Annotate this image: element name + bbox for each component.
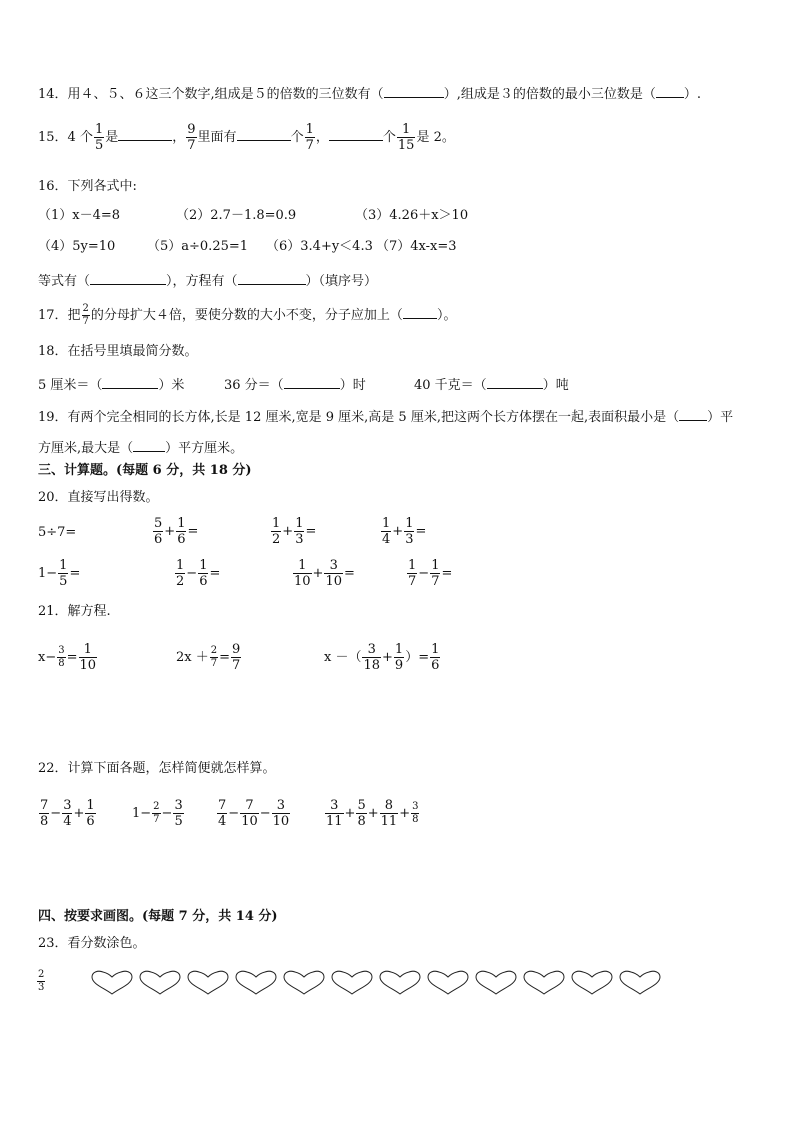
q16-item: （6）3.4+y＜4.3 bbox=[266, 239, 373, 254]
q21-title: 21．解方程. bbox=[38, 604, 111, 619]
heart-row bbox=[90, 970, 662, 996]
calc-item: $\frac{7}{4}$ − $\frac{7}{10}$ − $\frac{3}{10}$ bbox=[218, 798, 290, 829]
q22-title: 22．计算下面各题，怎样简便就怎样算。 bbox=[38, 761, 276, 776]
heart-icon[interactable] bbox=[522, 970, 566, 996]
heart-icon[interactable] bbox=[282, 970, 326, 996]
calc-item: 1− $\frac{2}{7}$ − $\frac{3}{5}$ bbox=[132, 798, 183, 829]
answer-blank[interactable] bbox=[90, 270, 166, 285]
heart-icon[interactable] bbox=[234, 970, 278, 996]
q23-title: 23．看分数涂色。 bbox=[38, 936, 146, 951]
heart-icon[interactable] bbox=[474, 970, 518, 996]
calc-item: $\frac{1}{2}$ + $\frac{1}{3}$ = bbox=[272, 516, 317, 547]
equation: x －（ $\frac{3}{18}$ + $\frac{1}{9}$ ）= $\frac{1}{6}$ bbox=[324, 642, 440, 673]
q16-item: （1）x－4=8 bbox=[38, 208, 121, 223]
q16-item: （2）2.7－1.8=0.9 bbox=[176, 208, 297, 223]
answer-blank[interactable] bbox=[384, 83, 444, 98]
heart-icon[interactable] bbox=[90, 970, 134, 996]
answer-blank[interactable] bbox=[403, 304, 437, 319]
equation: x− $\frac{3}{8}$ = $\frac{1}{10}$ bbox=[38, 642, 97, 673]
answer-blank[interactable] bbox=[102, 374, 158, 389]
section-heading: 四、按要求画图。(每题 7 分，共 14 分) bbox=[38, 909, 278, 924]
q20-title: 20．直接写出得数。 bbox=[38, 490, 159, 505]
q16-title: 16．下列各式中: bbox=[38, 179, 137, 194]
answer-blank[interactable] bbox=[284, 374, 340, 389]
answer-blank[interactable] bbox=[487, 374, 543, 389]
heart-icon[interactable] bbox=[330, 970, 374, 996]
answer-blank[interactable] bbox=[238, 270, 306, 285]
q16-item: （3）4.26＋x＞10 bbox=[355, 208, 469, 223]
q14: 14．用４、５、６这三个数字,组成是５的倍数的三位数有（ ）,组成是３的倍数的最小三位数是（ ）. bbox=[38, 83, 701, 104]
q19-line2: 方厘米,最大是（ ）平方厘米。 bbox=[38, 437, 243, 458]
answer-blank[interactable] bbox=[329, 126, 383, 141]
heart-icon[interactable] bbox=[378, 970, 422, 996]
q16-item: （7）4x-x=3 bbox=[376, 239, 457, 254]
calc-item: 1− $\frac{1}{5}$ = bbox=[38, 558, 81, 589]
answer-blank[interactable] bbox=[133, 437, 165, 452]
q19-line1: 19．有两个完全相同的长方体,长是 12 厘米,宽是 9 厘米,高是 5 厘米,把这两个长方体摆在一起,表面积最小是（ ）平 bbox=[38, 406, 733, 427]
calc-item: $\frac{1}{10}$ + $\frac{3}{10}$ = bbox=[294, 558, 355, 589]
q18-a: 5 厘米＝（ ）米 bbox=[38, 374, 184, 395]
calc-item: $\frac{5}{6}$ + $\frac{1}{6}$ = bbox=[154, 516, 199, 547]
heart-icon[interactable] bbox=[138, 970, 182, 996]
q16-item: （4）5y=10 bbox=[38, 239, 116, 254]
calc-item: 5÷7= bbox=[38, 525, 77, 540]
q18-title: 18．在括号里填最简分数。 bbox=[38, 344, 198, 359]
q18-c: 40 千克＝（ ）吨 bbox=[414, 374, 569, 395]
equation: 2x ＋ $\frac{2}{7}$ = $\frac{9}{7}$ bbox=[176, 642, 241, 673]
answer-blank[interactable] bbox=[679, 406, 707, 421]
heart-icon[interactable] bbox=[186, 970, 230, 996]
section-heading: 三、计算题。(每题 6 分，共 18 分) bbox=[38, 463, 252, 478]
q16-answer: 等式有（ ），方程有（ ）（填序号） bbox=[38, 270, 377, 291]
calc-item: $\frac{3}{11}$ + $\frac{5}{8}$ + $\frac{8}{11}$ + $\frac{3}{8}$ bbox=[326, 798, 419, 829]
calc-item: $\frac{1}{7}$ − $\frac{1}{7}$ = bbox=[408, 558, 453, 589]
calc-item: $\frac{7}{8}$ − $\frac{3}{4}$ + $\frac{1}{6}$ bbox=[40, 798, 95, 829]
calc-item: $\frac{1}{2}$ − $\frac{1}{6}$ = bbox=[176, 558, 221, 589]
q17: 17．把 $\frac{2}{7}$ 的分母扩大４倍，要使分数的大小不变，分子应加上（ ）。 bbox=[38, 303, 457, 327]
calc-item: $\frac{1}{4}$ + $\frac{1}{3}$ = bbox=[382, 516, 427, 547]
heart-icon[interactable] bbox=[570, 970, 614, 996]
answer-blank[interactable] bbox=[237, 126, 291, 141]
heart-icon[interactable] bbox=[618, 970, 662, 996]
q15: 15．4 个 $\frac{1}{5}$ 是 ， $\frac{9}{7}$ 里面有 个 $\frac{1}{7}$ ， 个 $\frac{1}{15}$ 是 2。 bbox=[38, 122, 455, 153]
q23-fraction: $\frac{2}{3}$ bbox=[38, 969, 45, 993]
q18-b: 36 分＝（ ）时 bbox=[224, 374, 366, 395]
answer-blank[interactable] bbox=[118, 126, 172, 141]
answer-blank[interactable] bbox=[656, 83, 684, 98]
heart-icon[interactable] bbox=[426, 970, 470, 996]
q16-item: （5）a÷0.25=1 bbox=[147, 239, 249, 254]
